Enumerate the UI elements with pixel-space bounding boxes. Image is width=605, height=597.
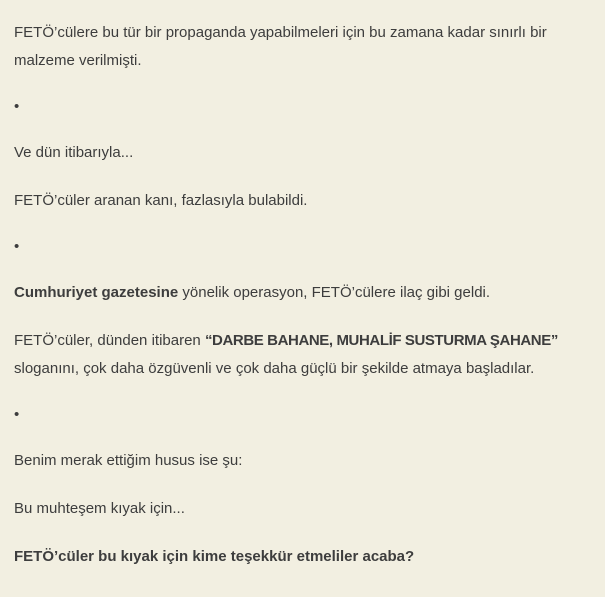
bullet-separator: • <box>14 406 20 423</box>
bullet-separator: • <box>14 238 20 255</box>
paragraph-kiyak: Bu muhteşem kıyak için... <box>14 500 185 517</box>
bullet-separator: • <box>14 98 20 115</box>
bold-cumhuriyet-gazetesine: Cumhuriyet gazetesine <box>14 284 179 301</box>
paragraph-ve-dun: Ve dün itibarıyla... <box>14 144 134 161</box>
paragraph-intro: FETÖ’cülere bu tür bir propaganda yapabilmeleri için bu zamana kadar sınırlı bir malzeme verilmişti. <box>14 24 547 69</box>
paragraph-aranan-kani: FETÖ’cüler aranan kanı, fazlasıyla bulabildi. <box>14 192 308 209</box>
paragraph-cumhuriyet <box>14 279 591 307</box>
bold-slogan-darbe-bahane: “DARBE BAHANE, MUHALİF SUSTURMA ŞAHANE” <box>204 332 558 349</box>
paragraph-cumhuriyet-rest: yönelik operasyon, FETÖ’cülere ilaç gibi geldi. <box>178 284 491 301</box>
paragraph-closing-question: FETÖ’cüler bu kıyak için kime teşekkür etmeliler acaba? <box>14 548 415 565</box>
paragraph-merak: Benim merak ettiğim husus ise şu: <box>14 452 243 469</box>
paragraph-slogan-rest: sloganını, çok daha özgüvenli ve çok daha güçlü bir şekilde atmaya başladılar. <box>14 360 535 377</box>
paragraph-slogan <box>14 327 591 383</box>
paragraph-slogan-lead: FETÖ’cüler, dünden itibaren <box>14 332 205 349</box>
